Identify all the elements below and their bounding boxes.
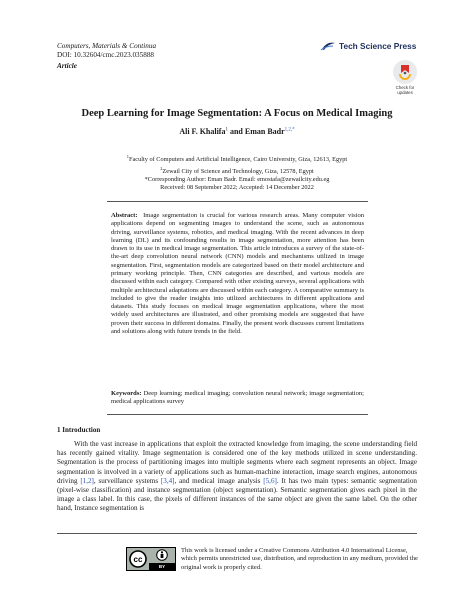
author-separator: and bbox=[227, 127, 245, 136]
abstract-label: Abstract: bbox=[111, 212, 138, 219]
check-for-updates-icon bbox=[393, 60, 417, 84]
abstract-text: Image segmentation is crucial for various research areas. Many computer vision applications depend on segmenting images to understand the scene, such as autonomous driving, surveillance systems, robotics, and medical imaging. With the recent advances in deep learning (DL) and its confounding results in image segmentation, more attention has been drawn to its use in medical image segmentation. This article introduces a survey of the state-of-the-art deep convolution neural network (CNN) models and mechanisms utilized in image segmentation. First, segmentation models are categorized based on their model architecture and primary working principle. Then, CNN categories are described, and various models are discussed within each category. Compared with other existing surveys, several applications with multiple architectural adaptations are discussed within each category. A comparative summary is included to give the reader insights into utilized architectures in different applications and datasets. This study focuses on medical image segmentation applications, where the most widely used architectures are illustrated, and other promising models are suggested that have proven their success in different domains. Finally, the present work discusses current limitations and solutions along with future trends in the field. bbox=[111, 212, 365, 335]
creative-commons-icon bbox=[127, 548, 149, 570]
license-text: This work is licensed under a Creative Commons Attribution 4.0 International License, which permits unrestricted use, distribution, and reproduction in any medium, provided the original work is properly cited. bbox=[181, 547, 418, 571]
keywords-text: Deep learning; medical imaging; convolution neural network; image segmentation; medical applications survey bbox=[111, 390, 364, 406]
check-for-updates[interactable] bbox=[391, 60, 419, 95]
author-affiliation-mark: 1 bbox=[225, 127, 228, 133]
check-for-updates-label: Check for updates bbox=[395, 85, 415, 95]
author-list bbox=[0, 127, 474, 136]
svg-text:cc: cc bbox=[133, 555, 143, 564]
author-name: Ali F. Khalifa bbox=[179, 127, 226, 136]
journal-name: Computers, Materials & Continua bbox=[57, 42, 157, 50]
paper-title: Deep Learning for Image Segmentation: A Focus on Medical Imaging bbox=[81, 108, 393, 119]
abstract-top-rule bbox=[107, 201, 368, 202]
author-affiliation-mark[interactable]: 1,2,* bbox=[284, 127, 295, 133]
introduction-body: With the vast increase in applications that exploit the extracted knowledge from imaging, the scene understanding field has recently gained vitality. Image segmentation is considered one of the key methods utilized in scene understanding. Segmentation is the process of partitioning images into multiple segments where each segment represents an object. Image segmentation is involved in a variety of applications such as human-machine interaction, image search engines, autonomous driving [1,2], surveillance systems [3,4], and medical image analysis [5,6]. It has two main types: semantic segmentation (pixel-wise classification) and instance segmentation (object segmentation). Semantic segmentation gives each pixel in the image a class label. In this case, the pixels of different instances of the same object are given the same label. On the other hand, Instance segmentation is bbox=[57, 440, 417, 513]
corresponding-author: *Corresponding Author: Eman Badr. Email: emostafa@zewailcity.edu.eg bbox=[144, 176, 330, 183]
license-rule bbox=[57, 533, 417, 534]
section-heading-introduction: 1 Introduction bbox=[57, 426, 101, 434]
affiliation-line: $^2$Zewail City of Science and Technology, Giza, 12578, Egypt bbox=[160, 165, 314, 175]
author-name: Eman Badr bbox=[244, 127, 285, 136]
article-type: Article bbox=[57, 62, 77, 70]
affiliations bbox=[0, 153, 474, 193]
tech-science-press-logo-icon bbox=[320, 41, 336, 51]
affiliation-line: $^1$Faculty of Computers and Artificial Intelligence, Cairo University, Giza, 12613, Egypt bbox=[126, 154, 348, 164]
cc-by-label: BY bbox=[149, 563, 175, 570]
keywords bbox=[111, 390, 364, 407]
cc-by-license-badge[interactable] bbox=[126, 547, 176, 571]
citation-link[interactable]: [5,6] bbox=[263, 476, 277, 485]
abstract-bottom-rule bbox=[107, 414, 368, 415]
abstract bbox=[111, 212, 364, 336]
publisher-brand[interactable] bbox=[320, 41, 416, 51]
received-accepted-dates: Received: 08 September 2022; Accepted: 14 December 2022 bbox=[160, 184, 314, 192]
attribution-person-icon bbox=[149, 548, 175, 562]
citation-link[interactable]: [3,4] bbox=[160, 476, 175, 485]
publisher-name: Tech Science Press bbox=[339, 41, 417, 51]
doi[interactable]: DOI: 10.32604/cmc.2023.035888 bbox=[57, 51, 155, 59]
citation-link[interactable]: [1,2] bbox=[80, 476, 94, 485]
keywords-label: Keywords: bbox=[111, 390, 142, 397]
